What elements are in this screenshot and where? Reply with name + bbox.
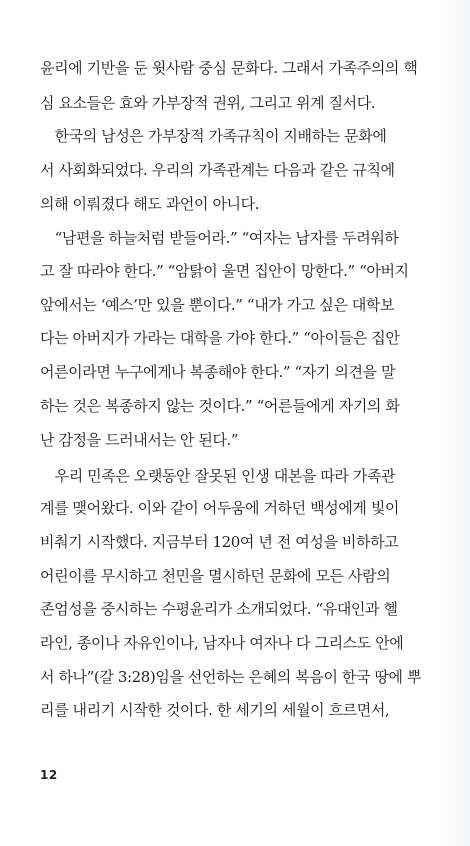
text-line: 리를 내리기 시작한 것이다. 한 세기의 세월이 흐르면서, <box>40 701 390 719</box>
text-line: 다는 아버지가 가라는 대학을 가야 한다.” “아이들은 집안 <box>40 329 400 347</box>
text-line: 앞에서는 ‘예스’만 있을 뿐이다.” “내가 가고 싶은 대학보 <box>40 296 395 314</box>
text-line: 하는 것은 복종하지 않는 것이다.” “어른들에게 자기의 화 <box>40 397 400 415</box>
text-line: 우리 민족은 오랫동안 잘못된 인생 대본을 따라 가족관 <box>40 467 396 485</box>
text-line: 심 요소들은 효와 가부장적 권위, 그리고 위계 질서다. <box>40 94 376 112</box>
text-line: 난 감정을 드러내서는 안 된다.” <box>40 431 239 449</box>
text-line: 서 사회화되었다. 우리의 가족관계는 다음과 같은 규칙에 <box>40 161 395 179</box>
text-line: 서 하나”(갈 3:28)임을 선언하는 은혜의 복음이 한국 땅에 뿌 <box>40 668 422 686</box>
text-line: 어린이를 무시하고 천민을 멸시하던 문화에 모든 사람의 <box>40 567 391 585</box>
text-line: 비춰기 시작했다. 지금부터 120여 년 전 여성을 비하하고 <box>40 533 399 551</box>
text-line: “남편을 하늘처럼 받들어라.” “여자는 남자를 두려워하 <box>40 229 399 247</box>
text-line: 라인, 종이나 자유인이나, 남자나 여자나 다 그리스도 안에 <box>40 634 404 652</box>
text-line: 존엄성을 중시하는 수평윤리가 소개되었다. “유대인과 헬 <box>40 600 398 618</box>
text-line: 윤리에 기반을 둔 윗사람 중심 문화다. 그래서 가족주의의 핵 <box>40 59 418 77</box>
text-line: 의해 이뤄졌다 해도 과언이 아니다. <box>40 195 260 213</box>
text-line: 어른이라면 누구에게나 복종해야 한다.” “자기 의견을 말 <box>40 363 396 381</box>
page-gutter-shadow <box>444 0 470 846</box>
text-line: 계를 맺어왔다. 이와 같이 어두움에 거하던 백성에게 빛이 <box>40 499 400 517</box>
text-line: 고 잘 따라야 한다.” “암탉이 울면 집안이 망한다.” “아버지 <box>40 262 409 280</box>
page-number: 12 <box>40 768 58 782</box>
text-line: 한국의 남성은 가부장적 가족규칙이 지배하는 문화에 <box>40 127 387 145</box>
